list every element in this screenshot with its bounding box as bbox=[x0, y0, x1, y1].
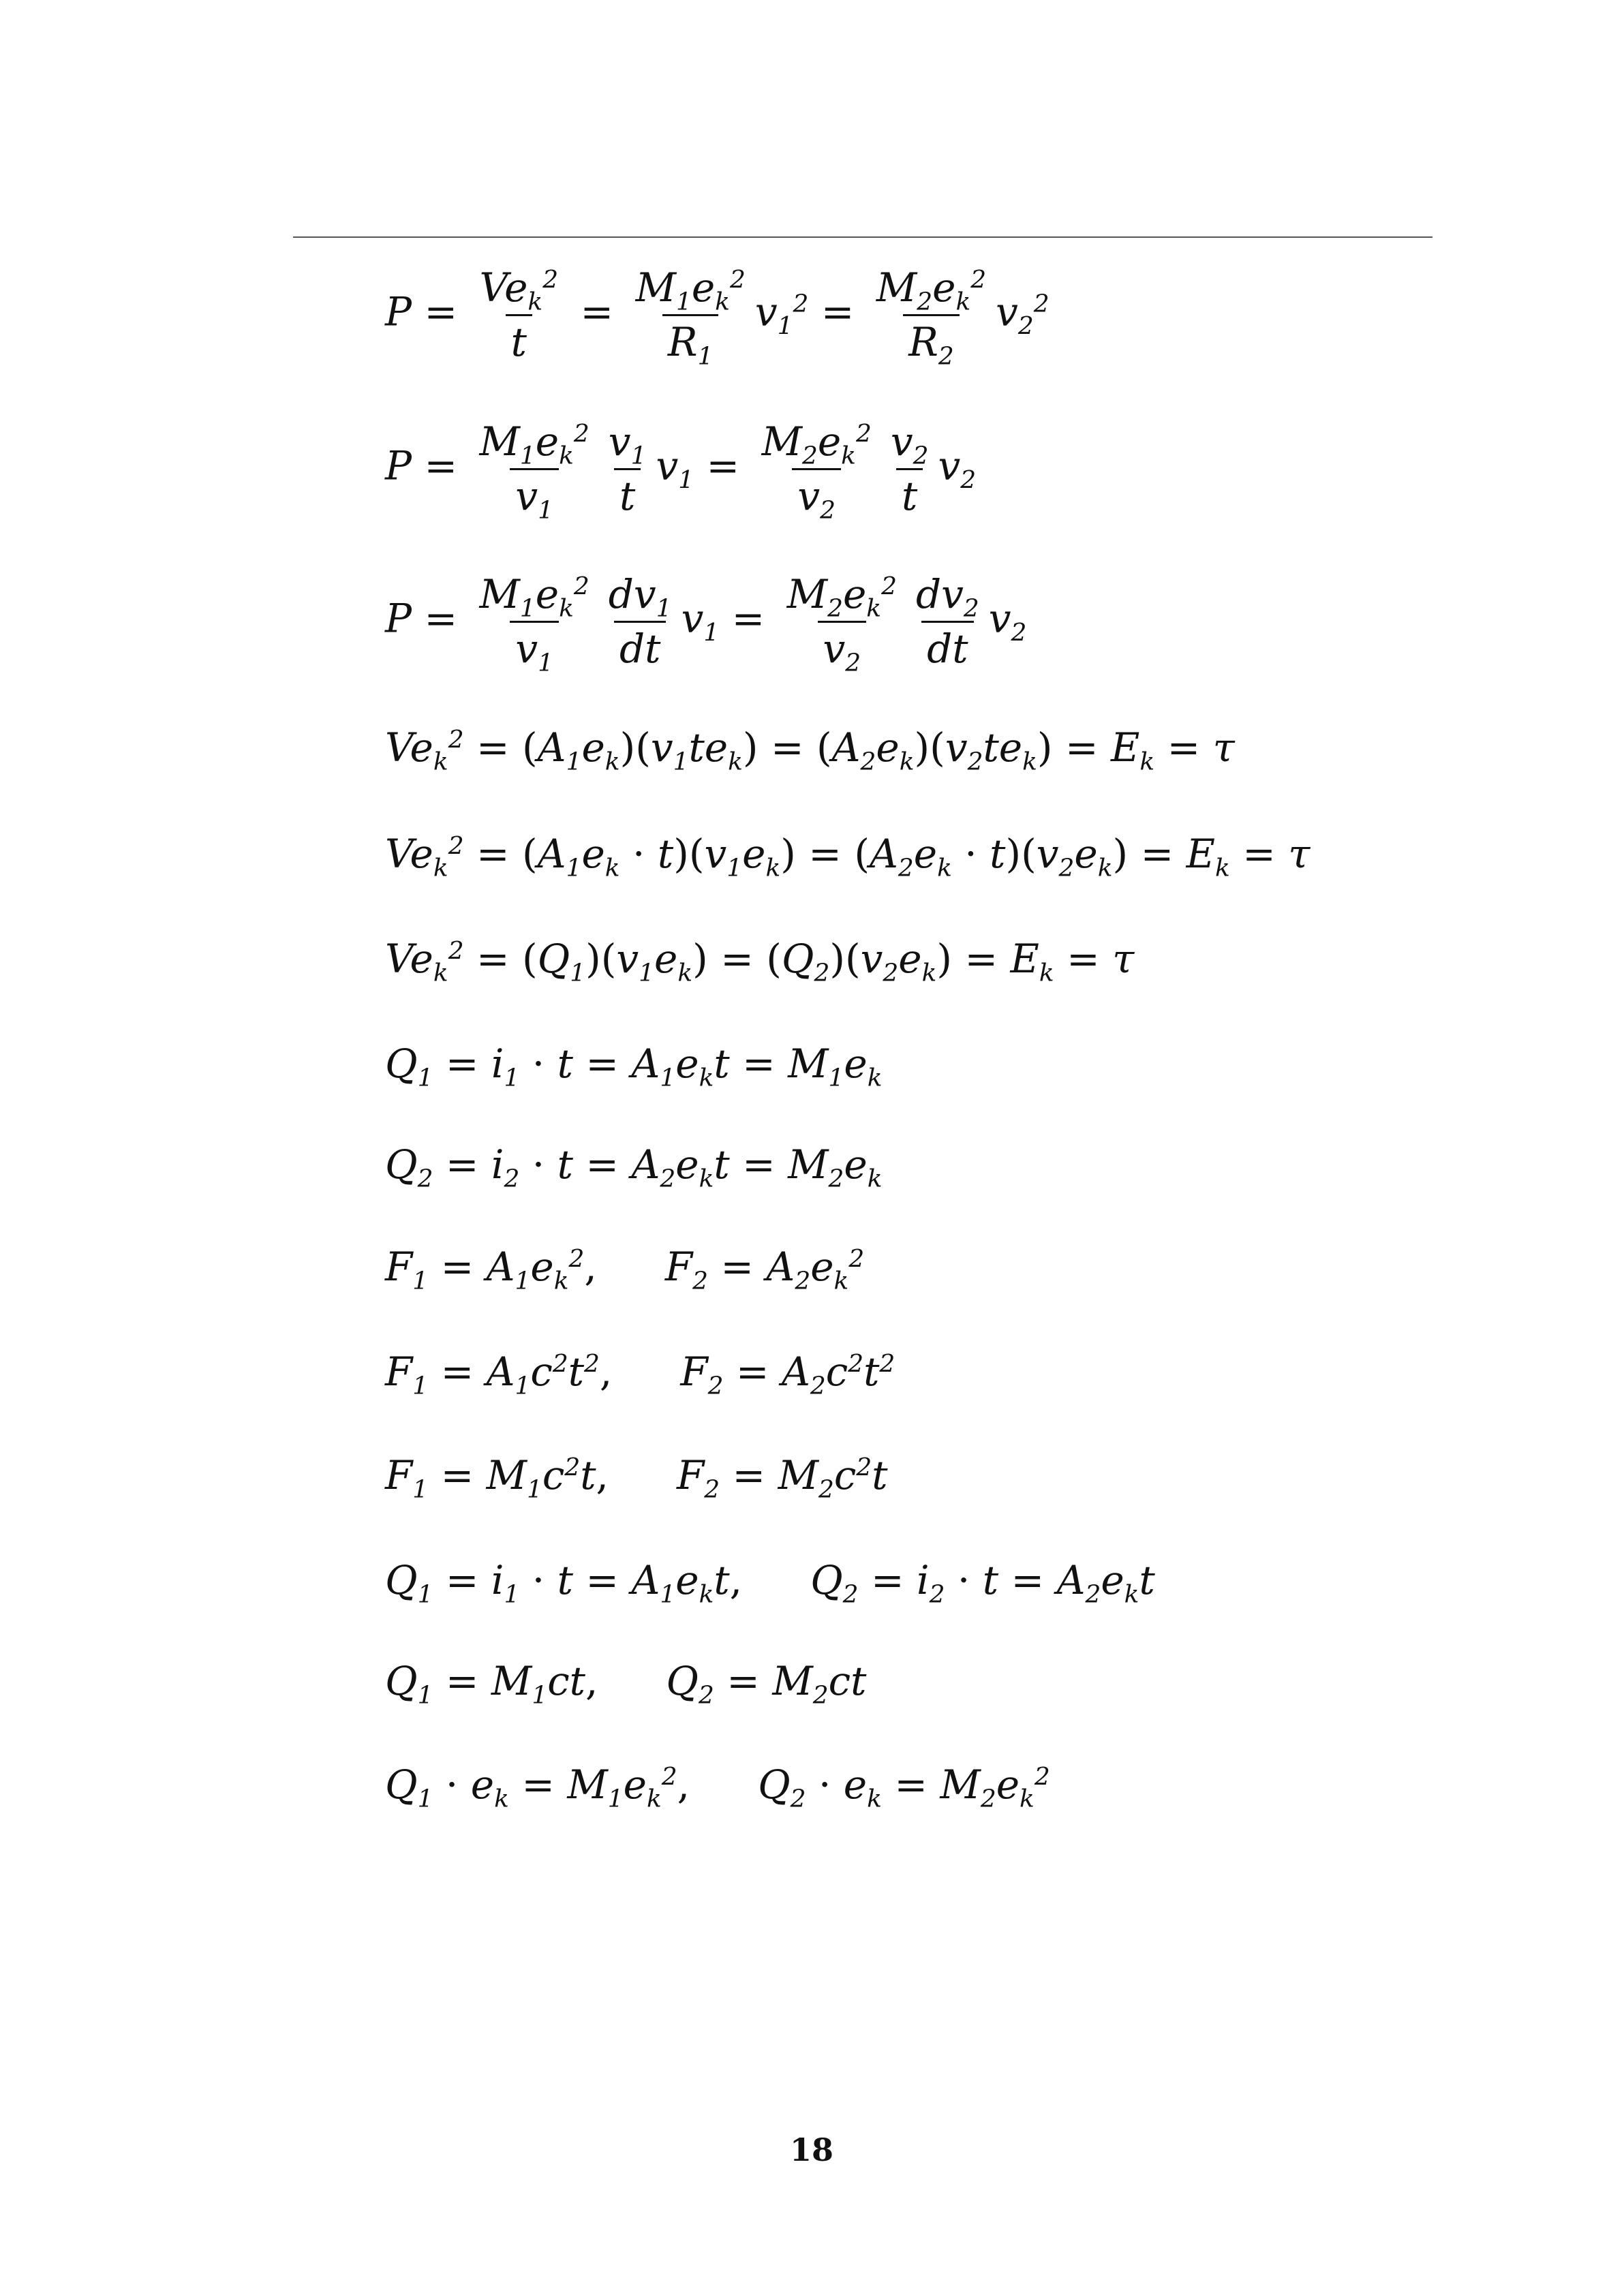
equation-13: $Q_1 = M_1ct$, $Q_2 = M_2ct$ bbox=[385, 1658, 867, 1710]
equation-3: P = $\frac{M_1e_k^2}{v_1}$ $\frac{dv_1}{dt}$ $v_1$ = $\frac{M_2e_k^2}{v_2}$ $\frac{dv_2}{dt}$ $v_2$ bbox=[385, 571, 1027, 677]
page-number: 18 bbox=[789, 2131, 834, 2168]
header-rule bbox=[293, 236, 1433, 238]
equation-14: $Q_1 \cdot e_k = M_1e_k^2$, $Q_2 \cdot e_k = M_2e_k^2$ bbox=[385, 1761, 1050, 1813]
equation-5: $Ve_k^2 = (A_1e_k \cdot t)(v_1e_k) = (A_2e_k \cdot t)(v_2e_k) = E_k = \tau$ bbox=[385, 831, 1311, 882]
equation-6: $Ve_k^2 = (Q_1)(v_1e_k) = (Q_2)(v_2e_k) = E_k = \tau$ bbox=[385, 936, 1135, 987]
equation-9: $F_1 = A_1e_k^2$, $F_2 = A_2e_k^2$ bbox=[385, 1244, 865, 1295]
equation-8: $Q_2 = i_2 \cdot t = A_2e_kt = M_2e_k$ bbox=[385, 1141, 883, 1193]
equation-12: $Q_1 = i_1 \cdot t = A_1e_kt$, $Q_2 = i_2 \cdot t = A_2e_kt$ bbox=[385, 1557, 1155, 1609]
equation-1: P = $\frac{Ve_k^2}{t}$ = $\frac{M_1e_k^2}{R_1}$ $v_1^2$ = $\frac{M_2e_k^2}{R_2}$ $v_2^2$ bbox=[385, 264, 1050, 371]
equation-2: P = $\frac{M_1e_k^2}{v_1}$ $\frac{v_1}{t}$ $v_1$ = $\frac{M_2e_k^2}{v_2}$ $\frac{v_2}{t}$ $v_2$ bbox=[385, 418, 977, 525]
equation-11: $F_1 = M_1c^2t$, $F_2 = M_2c^2t$ bbox=[385, 1452, 888, 1504]
equation-7: $Q_1 = i_1 \cdot t = A_1e_kt = M_1e_k$ bbox=[385, 1041, 883, 1092]
equation-4: $Ve_k^2 = (A_1e_k)(v_1te_k) = (A_2e_k)(v_2te_k) = E_k = \tau$ bbox=[385, 724, 1235, 776]
equation-10: $F_1 = A_1c^2t^2$, $F_2 = A_2c^2t^2$ bbox=[385, 1349, 895, 1400]
